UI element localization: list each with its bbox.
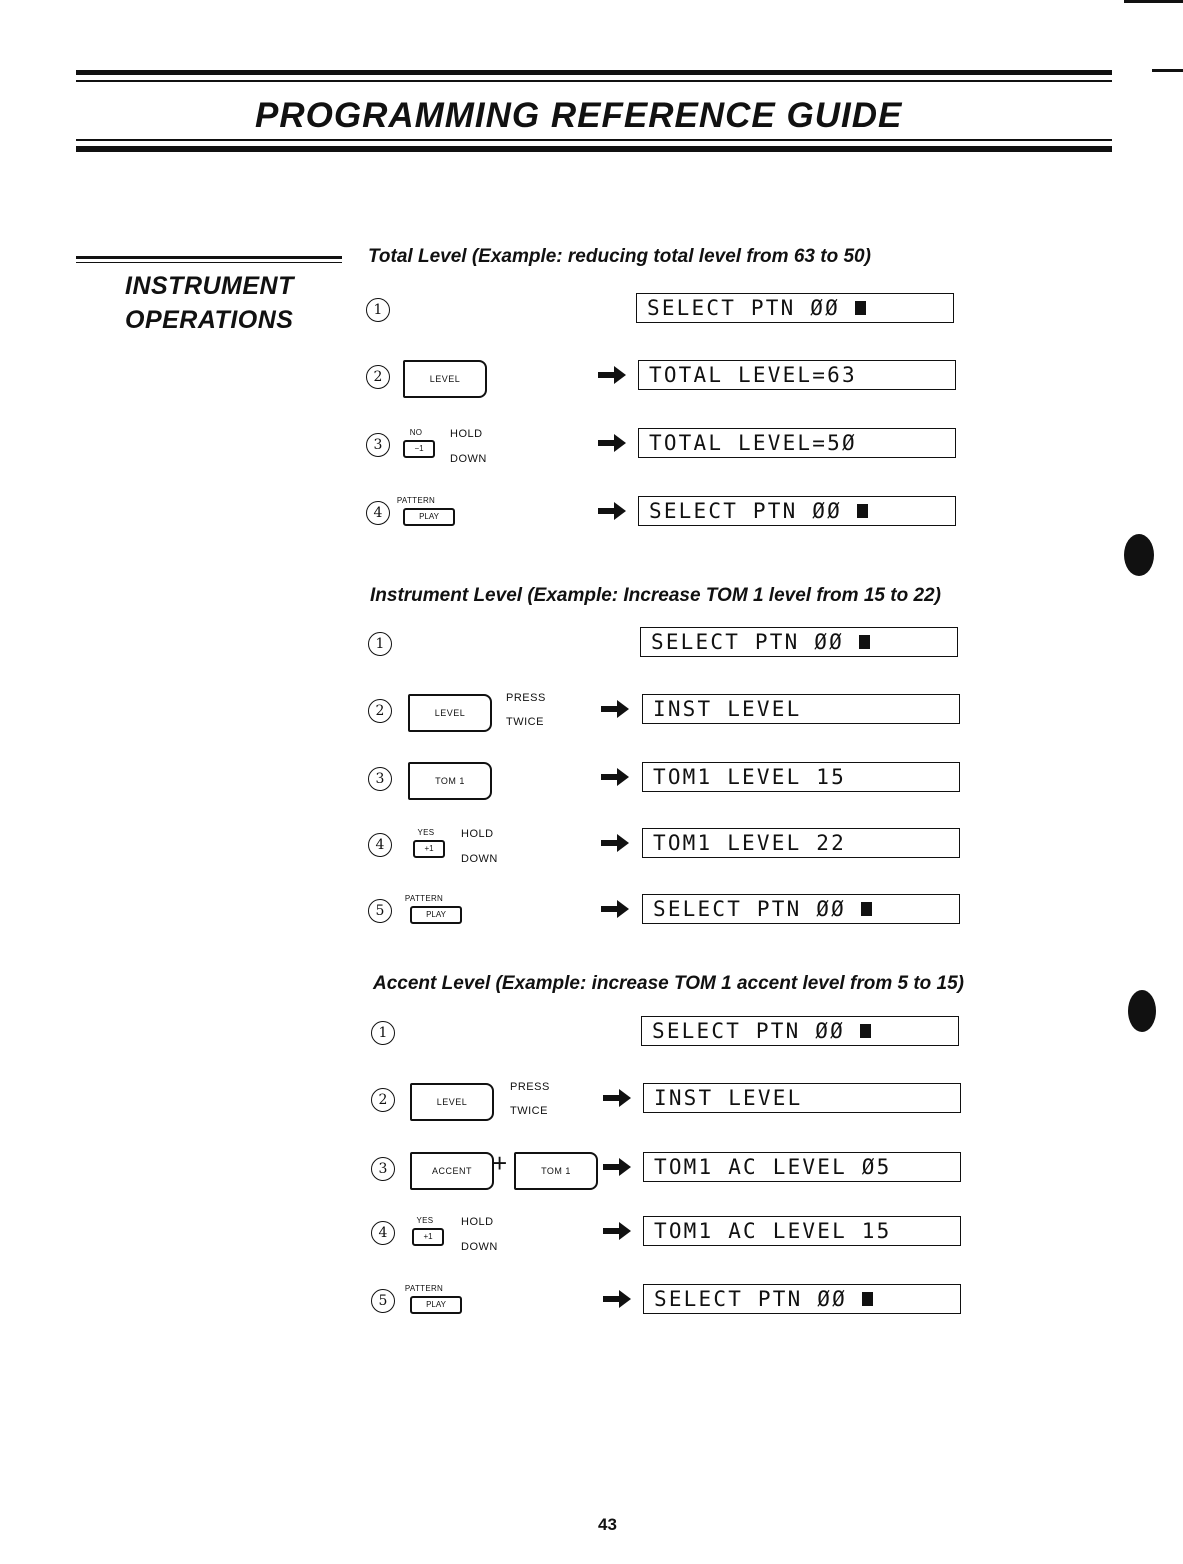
twice-label: TWICE (506, 716, 544, 728)
arrow-right-icon (601, 700, 629, 718)
accent-button[interactable]: ACCENT (410, 1152, 494, 1190)
lcd-display: SELECT PTN ØØ (638, 496, 956, 526)
tom1-button[interactable]: TOM 1 (514, 1152, 598, 1190)
arrow-right-icon (598, 502, 626, 520)
sidebar-title-line2: OPERATIONS (125, 306, 294, 334)
play-button[interactable]: PLAY (403, 508, 455, 526)
step-number: 3 (368, 767, 392, 791)
lcd-cursor-block (860, 1024, 871, 1038)
key-top-label: PATTERN (396, 496, 436, 505)
lcd-display: TOTAL LEVEL=63 (638, 360, 956, 390)
arrow-right-icon (601, 900, 629, 918)
step-number: 1 (371, 1021, 395, 1045)
arrow-right-icon (603, 1222, 631, 1240)
lcd-display: TOM1 LEVEL 15 (642, 762, 960, 792)
sidebar-rule-thin (76, 262, 342, 263)
section-title-total-level: Total Level (Example: reducing total level from 63 to 50) (368, 246, 871, 267)
lcd-cursor-block (855, 301, 866, 315)
step-number: 2 (366, 365, 390, 389)
section3-step3 (0, 1148, 1183, 1212)
step-number: 4 (368, 833, 392, 857)
level-button[interactable]: LEVEL (410, 1083, 494, 1121)
step-number: 1 (368, 632, 392, 656)
step-number: 4 (371, 1221, 395, 1245)
lcd-display: SELECT PTN ØØ (640, 627, 958, 657)
section-title-accent-level: Accent Level (Example: increase TOM 1 accent level from 5 to 15) (373, 973, 965, 994)
section1-step2 (0, 360, 1183, 420)
section2-step3 (0, 762, 1183, 822)
plus-one-button[interactable]: +1 (412, 1228, 444, 1246)
page-number: 43 (598, 1515, 617, 1534)
lcd-display: TOM1 AC LEVEL 15 (643, 1216, 961, 1246)
arrow-right-icon (598, 434, 626, 452)
press-label: PRESS (510, 1081, 550, 1093)
hold-label: HOLD (450, 428, 483, 440)
lcd-cursor-block (861, 902, 872, 916)
lcd-display: TOM1 LEVEL 22 (642, 828, 960, 858)
step-number: 2 (371, 1088, 395, 1112)
arrow-right-icon (601, 834, 629, 852)
key-top-label: YES (417, 828, 435, 837)
step-number: 4 (366, 501, 390, 525)
sidebar-rule (76, 256, 342, 259)
lcd-display: SELECT PTN ØØ (641, 1016, 959, 1046)
lcd-display: INST LEVEL (643, 1083, 961, 1113)
plus-sign: + (492, 1148, 508, 1178)
key-top-label: PATTERN (404, 894, 444, 903)
key-top-label: YES (416, 1216, 434, 1225)
section2-step2 (0, 694, 1183, 754)
section1-step3 (0, 428, 1183, 488)
press-label: PRESS (506, 692, 546, 704)
header-rule-corner (1152, 69, 1183, 72)
key-top-label: NO (409, 428, 423, 437)
lcd-cursor-block (857, 504, 868, 518)
down-label: DOWN (461, 853, 498, 865)
arrow-right-icon (603, 1158, 631, 1176)
step-number: 5 (368, 899, 392, 923)
section3-step2 (0, 1083, 1183, 1143)
header-rule-bottom (76, 146, 1112, 152)
level-button[interactable]: LEVEL (408, 694, 492, 732)
step-number: 2 (368, 699, 392, 723)
page-title: PROGRAMMING REFERENCE GUIDE (255, 96, 903, 135)
arrow-right-icon (601, 768, 629, 786)
section1-step1 (0, 293, 1183, 353)
section2-step5 (0, 894, 1183, 954)
arrow-right-icon (603, 1089, 631, 1107)
lcd-cursor-block (859, 635, 870, 649)
section-title-instrument-level: Instrument Level (Example: Increase TOM 1 level from 15 to 22) (370, 585, 941, 606)
step-number: 3 (366, 433, 390, 457)
section2-step1 (0, 627, 1183, 687)
lcd-display: TOTAL LEVEL=5Ø (638, 428, 956, 458)
step-number: 1 (366, 298, 390, 322)
sidebar-title-line1: INSTRUMENT (125, 272, 294, 300)
header-rule-top-thin (76, 80, 1112, 82)
twice-label: TWICE (510, 1105, 548, 1117)
header-rule-top (76, 70, 1112, 75)
tom1-button[interactable]: TOM 1 (408, 762, 492, 800)
play-button[interactable]: PLAY (410, 1296, 462, 1314)
step-number: 5 (371, 1289, 395, 1313)
lcd-display: SELECT PTN ØØ (636, 293, 954, 323)
corner-mark (1124, 0, 1183, 3)
plus-one-button[interactable]: +1 (413, 840, 445, 858)
minus-one-button[interactable]: −1 (403, 440, 435, 458)
lcd-display: SELECT PTN ØØ (642, 894, 960, 924)
arrow-right-icon (603, 1290, 631, 1308)
lcd-display: SELECT PTN ØØ (643, 1284, 961, 1314)
down-label: DOWN (450, 453, 487, 465)
section3-step4 (0, 1216, 1183, 1276)
key-top-label: PATTERN (404, 1284, 444, 1293)
down-label: DOWN (461, 1241, 498, 1253)
lcd-cursor-block (862, 1292, 873, 1306)
play-button[interactable]: PLAY (410, 906, 462, 924)
section3-step1 (0, 1016, 1183, 1076)
hold-label: HOLD (461, 828, 494, 840)
section2-step4 (0, 828, 1183, 888)
arrow-right-icon (598, 366, 626, 384)
level-button[interactable]: LEVEL (403, 360, 487, 398)
section1-step4 (0, 496, 1183, 556)
section3-step5 (0, 1284, 1183, 1344)
lcd-display: INST LEVEL (642, 694, 960, 724)
lcd-display: TOM1 AC LEVEL Ø5 (643, 1152, 961, 1182)
step-number: 3 (371, 1157, 395, 1181)
header-rule-bottom-thin (76, 139, 1112, 141)
hold-label: HOLD (461, 1216, 494, 1228)
